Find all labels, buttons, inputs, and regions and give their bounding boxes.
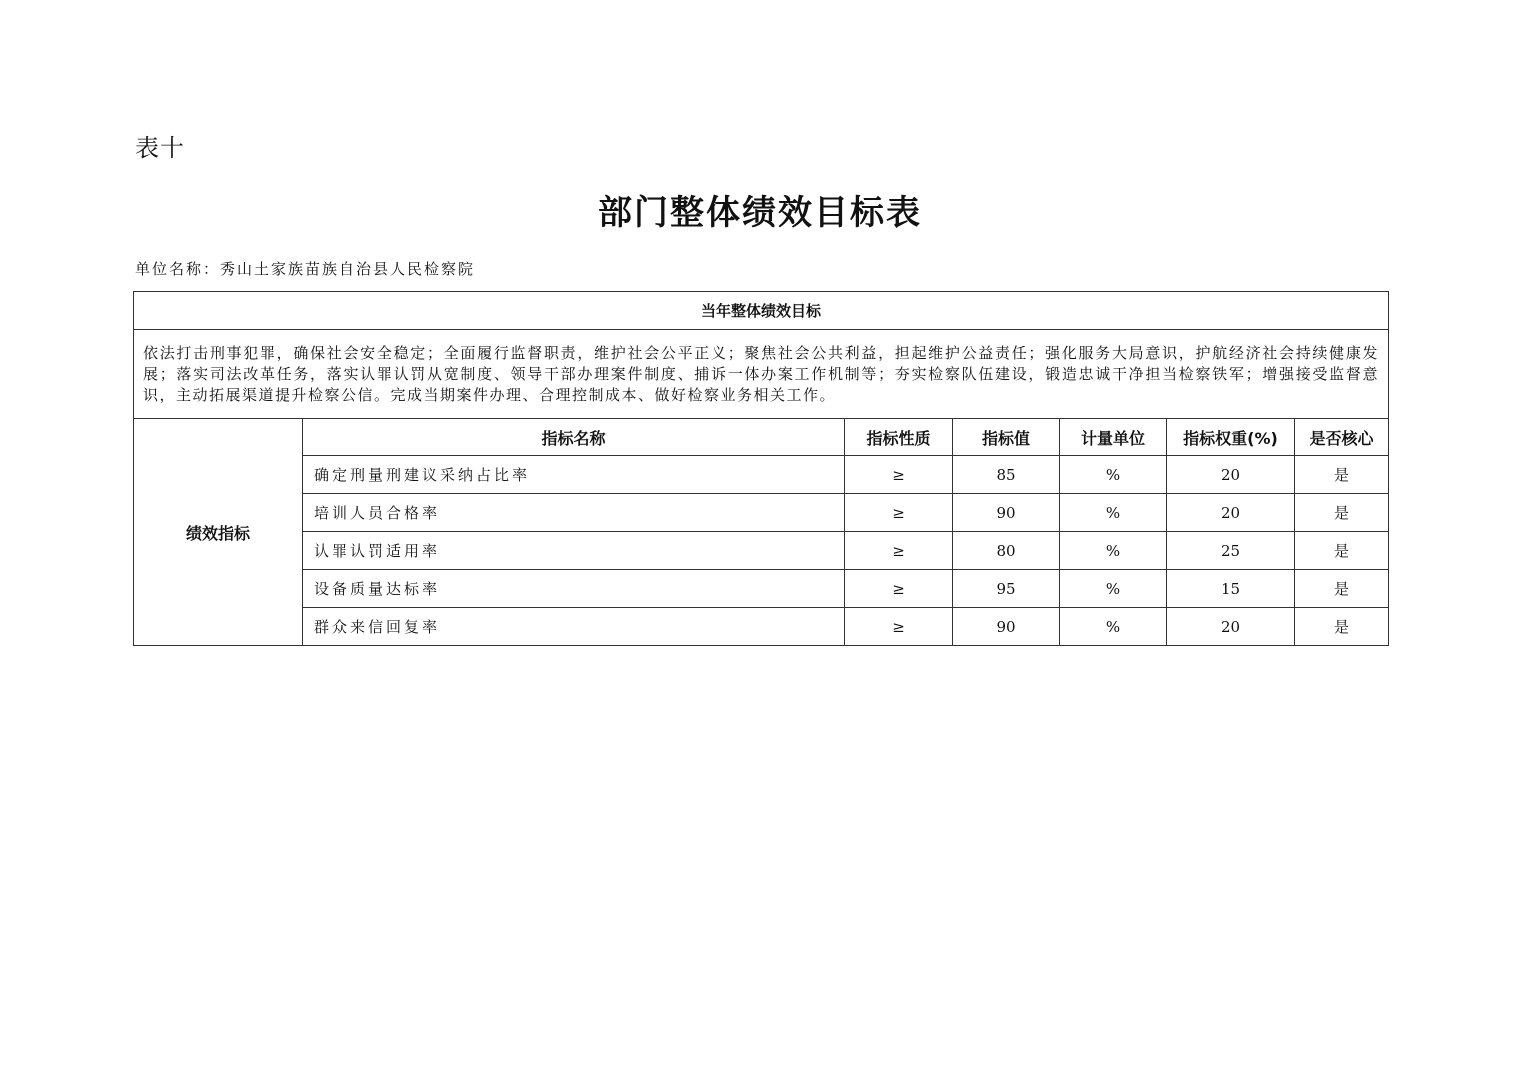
col-header-indicator-nature: 指标性质 <box>845 419 953 456</box>
indicator-name: 设备质量达标率 <box>303 570 845 608</box>
indicator-value: 90 <box>953 608 1060 646</box>
annual-goal-text: 依法打击刑事犯罪，确保社会安全稳定；全面履行监督职责，维护社会公平正义；聚焦社会公共利益，担起维护公益责任；强化服务大局意识，护航经济社会持续健康发展；落实司法改革任务，落实认罪认罚从宽制度、领导干部办理案件制度、捕诉一体办案工作机制等；夯实检察队伍建设，锻造忠诚干净担当检察铁军；增强接受监督意识，主动拓展渠道提升检察公信。完成当期案件办理、合理控制成本、做好检察业务相关工作。 <box>134 330 1389 419</box>
table-row <box>134 608 1389 646</box>
indicator-value: 90 <box>953 494 1060 532</box>
indicator-is-core: 是 <box>1295 456 1389 494</box>
indicator-weight: 20 <box>1167 456 1295 494</box>
indicator-value: 80 <box>953 532 1060 570</box>
indicator-is-core: 是 <box>1295 532 1389 570</box>
col-header-indicator-name: 指标名称 <box>303 419 845 456</box>
col-header-indicator-value: 指标值 <box>953 419 1060 456</box>
indicator-is-core: 是 <box>1295 570 1389 608</box>
indicator-name: 确定刑量刑建议采纳占比率 <box>303 456 845 494</box>
unit-name-line: 单位名称：秀山土家族苗族自治县人民检察院 <box>135 260 476 278</box>
indicator-weight: 15 <box>1167 570 1295 608</box>
indicator-value: 85 <box>953 456 1060 494</box>
performance-goal-table <box>133 291 1389 646</box>
indicator-weight: 20 <box>1167 608 1295 646</box>
indicator-name: 培训人员合格率 <box>303 494 845 532</box>
indicator-is-core: 是 <box>1295 608 1389 646</box>
col-header-is-core: 是否核心 <box>1295 419 1389 456</box>
indicator-value: 95 <box>953 570 1060 608</box>
indicator-nature: ≥ <box>845 532 953 570</box>
table-row <box>134 532 1389 570</box>
indicator-unit: % <box>1060 494 1167 532</box>
indicator-unit: % <box>1060 570 1167 608</box>
col-header-weight: 指标权重(%) <box>1167 419 1295 456</box>
indicator-nature: ≥ <box>845 570 953 608</box>
annual-goal-heading: 当年整体绩效目标 <box>134 292 1389 330</box>
col-header-unit: 计量单位 <box>1060 419 1167 456</box>
indicator-weight: 25 <box>1167 532 1295 570</box>
indicator-nature: ≥ <box>845 494 953 532</box>
table-row <box>134 494 1389 532</box>
table-row <box>134 456 1389 494</box>
indicator-weight: 20 <box>1167 494 1295 532</box>
indicator-nature: ≥ <box>845 608 953 646</box>
table-row <box>134 570 1389 608</box>
indicator-unit: % <box>1060 608 1167 646</box>
indicator-name: 群众来信回复率 <box>303 608 845 646</box>
indicator-unit: % <box>1060 456 1167 494</box>
performance-indicators-label: 绩效指标 <box>134 419 303 646</box>
table-number-label: 表十 <box>135 134 185 162</box>
indicator-is-core: 是 <box>1295 494 1389 532</box>
indicator-nature: ≥ <box>845 456 953 494</box>
document-title: 部门整体绩效目标表 <box>598 193 922 233</box>
indicator-name: 认罪认罚适用率 <box>303 532 845 570</box>
indicator-unit: % <box>1060 532 1167 570</box>
